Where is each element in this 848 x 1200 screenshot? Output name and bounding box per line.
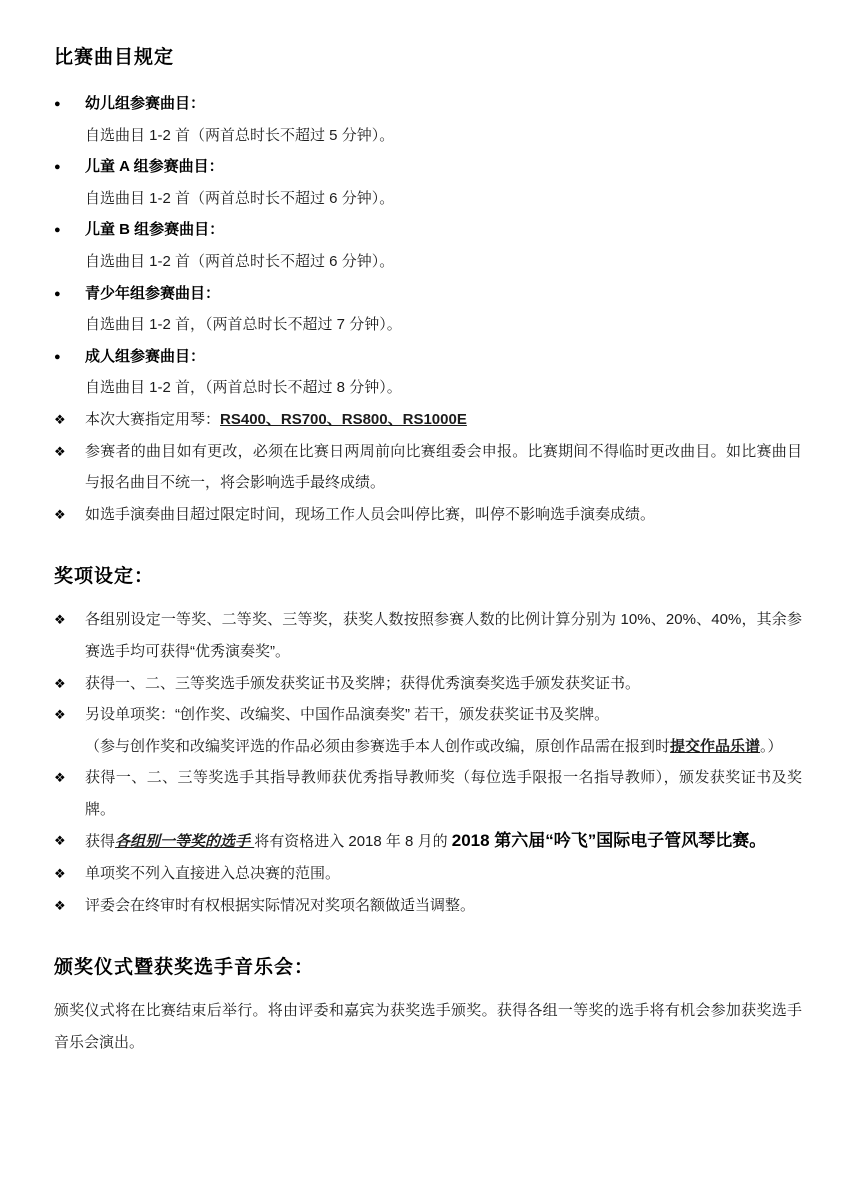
finals-pre: 获得	[85, 833, 116, 851]
note-item-instrument	[54, 404, 802, 436]
section-title-repertoire: 比赛曲目规定	[54, 47, 175, 68]
bullet-disc-icon: ●	[54, 224, 61, 237]
award-text: 各组别设定一等奖、二等奖、三等奖，获奖人数按照参赛人数的比例计算分别为 10%、20%、40%，其余参赛选手均可获得“优秀演奏奖”。	[85, 611, 802, 660]
section-title-awards: 奖项设定：	[54, 566, 155, 588]
group-detail: 自选曲目 1-2 首（两首总时长不超过 6 分钟）。	[85, 189, 395, 207]
award-text: 获得一、二、三等奖选手颁发获奖证书及奖牌；获得优秀演奏奖选手颁发获奖证书。	[85, 674, 641, 692]
note-text: 如选手演奏曲目超过限定时间，现场工作人员会叫停比赛，叫停不影响选手演奏成绩。	[85, 505, 656, 523]
bullet-diamond-icon: ❖	[54, 770, 66, 786]
bullet-diamond-icon: ❖	[54, 411, 66, 427]
instrument-models: RS400、RS700、RS800、RS1000E	[220, 410, 467, 428]
ceremony-body: 颁奖仪式将在比赛结束后举行。将由评委和嘉宾为获奖选手颁奖。获得各组一等奖的选手将有机会参加获奖选手音乐会演出。	[54, 1002, 802, 1051]
bullet-diamond-icon: ❖	[54, 506, 66, 522]
bullet-diamond-icon: ❖	[54, 612, 66, 628]
bullet-diamond-icon: ❖	[54, 443, 66, 459]
award-text: 另设单项奖：“创作奖、改编奖、中国作品演奏奖” 若干，颁发获奖证书及奖牌。	[85, 706, 610, 724]
award-item	[54, 762, 802, 825]
bullet-disc-icon: ●	[54, 287, 61, 300]
group-detail: 自选曲目 1-2 首，（两首总时长不超过 8 分钟）。	[85, 379, 402, 397]
note-item-change-rule	[54, 436, 802, 499]
award-item	[54, 668, 802, 700]
award-text: 单项奖不列入直接进入总决赛的范围。	[85, 865, 341, 883]
group-item	[54, 214, 802, 277]
group-name: 儿童 B 组参赛曲目：	[85, 221, 225, 239]
bullet-diamond-icon: ❖	[54, 897, 66, 913]
bullet-disc-icon: ●	[54, 350, 61, 363]
finals-mid: 将有资格进入 2018 年 8 月的	[254, 833, 452, 851]
group-item	[54, 278, 802, 341]
finals-winner-emphasis: 各组别一等奖的选手	[115, 833, 255, 851]
award-note-post: 。）	[760, 737, 783, 755]
award-text: 评委会在终审时有权根据实际情况对奖项名额做适当调整。	[85, 896, 476, 914]
bullet-disc-icon: ●	[54, 98, 61, 110]
award-item	[54, 604, 802, 667]
award-item	[54, 699, 802, 762]
bullet-diamond-icon: ❖	[54, 707, 66, 723]
group-item	[54, 341, 802, 404]
bullet-disc-icon: ●	[54, 161, 61, 174]
group-detail: 自选曲目 1-2 首（两首总时长不超过 6 分钟）。	[85, 252, 395, 270]
finals-event-title: 2018 第六届“吟飞”国际电子管风琴比赛。	[451, 831, 767, 851]
bullet-diamond-icon: ❖	[54, 675, 66, 691]
group-detail: 自选曲目 1-2 首，（两首总时长不超过 7 分钟）。	[85, 316, 402, 334]
group-detail: 自选曲目 1-2 首（两首总时长不超过 5 分钟）。	[85, 126, 395, 144]
award-note	[85, 731, 802, 763]
group-name: 青少年组参赛曲目：	[85, 284, 221, 302]
bullet-diamond-icon: ❖	[54, 866, 66, 882]
group-name: 儿童 A 组参赛曲目：	[85, 158, 224, 176]
award-note-pre: （参与创作奖和改编奖评选的作品必须由参赛选手本人创作或改编，原创作品需在报到时	[85, 737, 671, 755]
instrument-prefix: 本次大赛指定用琴：	[85, 410, 221, 428]
note-text: 参赛者的曲目如有更改，必须在比赛日两周前向比赛组委会申报。比赛期间不得临时更改曲目。如比赛曲目与报名曲目不统一，将会影响选手最终成绩。	[85, 442, 802, 492]
group-item	[54, 151, 802, 214]
group-name: 幼儿组参赛曲目：	[85, 95, 206, 112]
award-item-finals	[54, 825, 802, 858]
award-note-emphasis: 提交作品乐谱	[670, 737, 761, 755]
section-title-ceremony: 颁奖仪式暨获奖选手音乐会：	[54, 957, 315, 979]
award-item	[54, 858, 802, 890]
award-text: 获得一、二、三等奖选手其指导教师获优秀指导教师奖（每位选手限报一名指导教师），颁发获奖证书及奖牌。	[85, 769, 802, 818]
group-item	[54, 88, 802, 151]
award-item	[54, 890, 802, 922]
bullet-diamond-icon: ❖	[54, 833, 66, 849]
group-name: 成人组参赛曲目：	[85, 347, 206, 365]
note-item-overtime-rule	[54, 499, 802, 531]
